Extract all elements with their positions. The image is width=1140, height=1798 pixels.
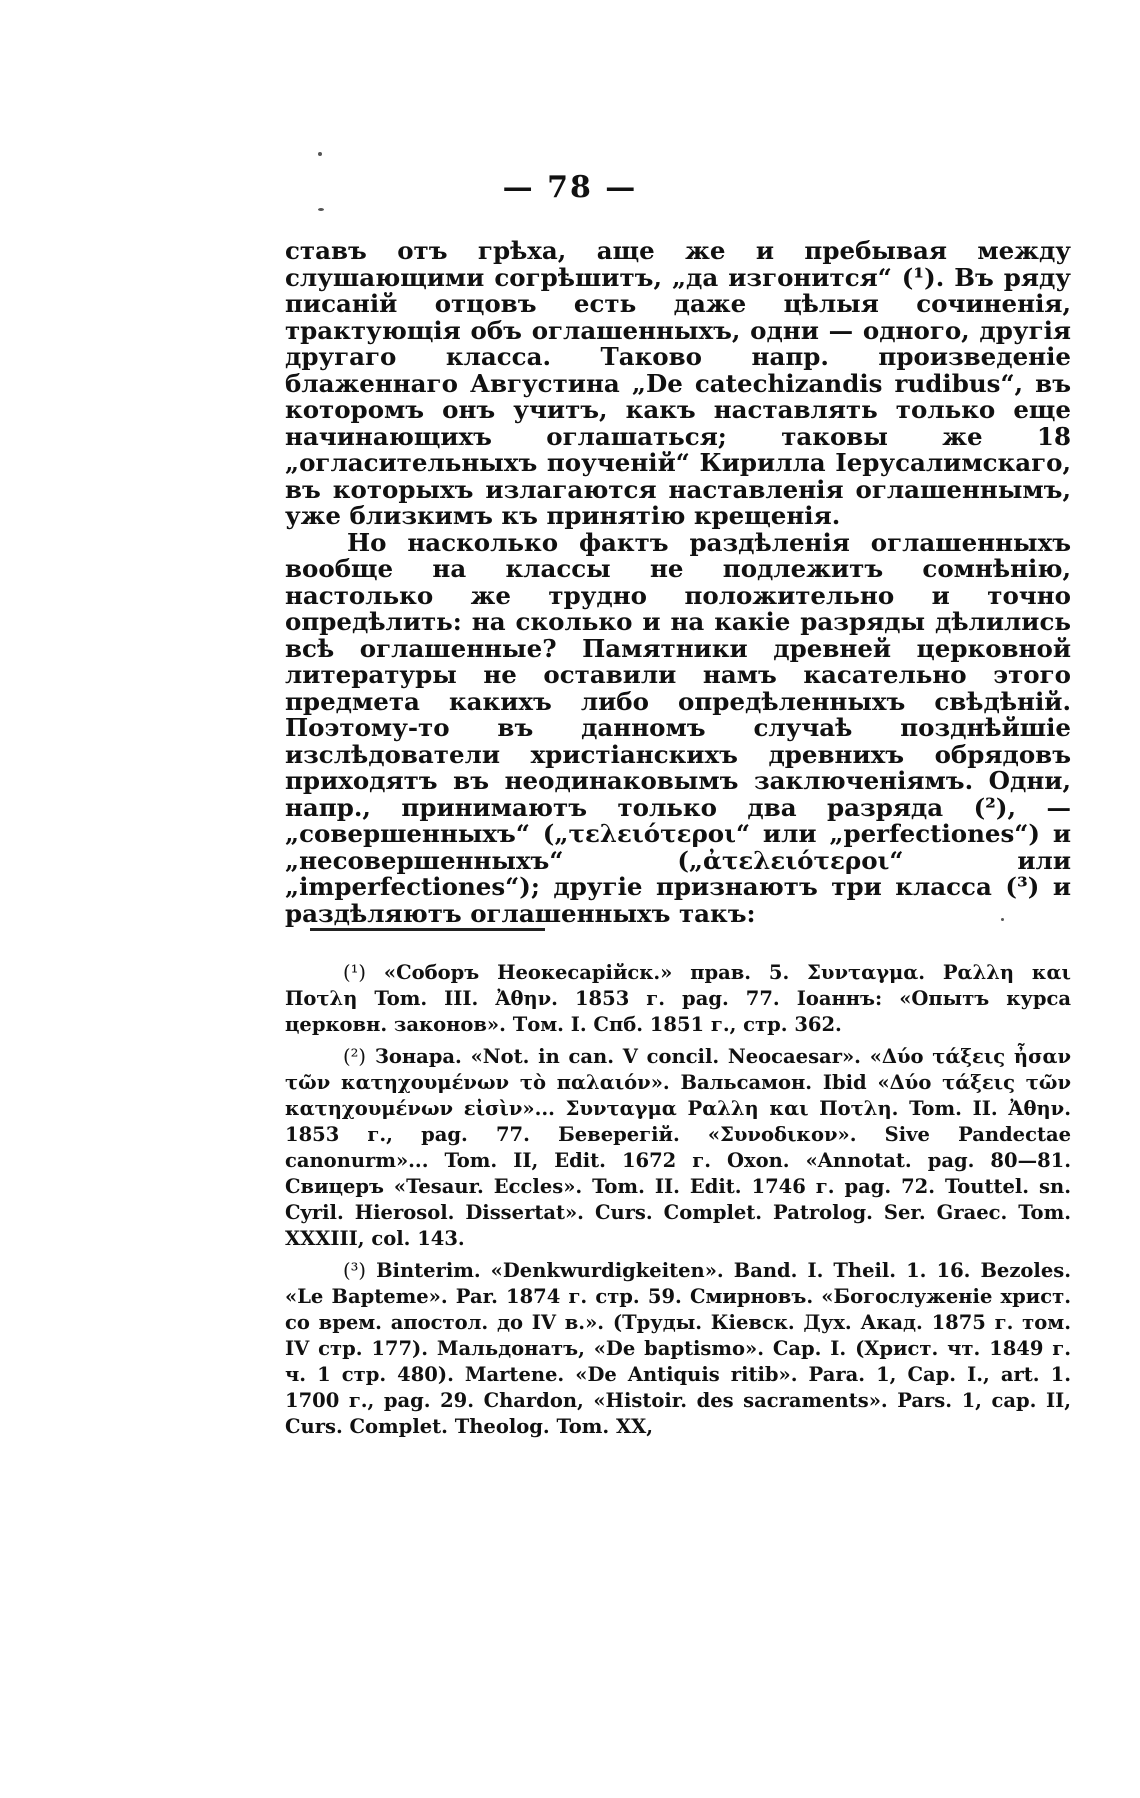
paragraph: ставъ отъ грѣха, аще же и пребывая между слушающими согрѣшитъ, „да изгонится“ (¹). Въ ряду писаній отцовъ есть даже цѣлыя сочиненія, трактующія объ оглашенныхъ, одни — одного, другія другаго класса. Таково напр. произведеніе блаженнаго Августина „De catechizandis rudibus“, въ которомъ онъ учитъ, какъ наставлять только еще начинающихъ оглашаться; таковы же 18 „огласительныхъ поученій“ Кирилла Іерусалимскаго, въ которыхъ излагаются наставленія оглашеннымъ, уже близкимъ къ принятію крещенія. xyxy=(285,236,1071,530)
footnote-text: «Соборъ Неокесарійск.» прав. 5. Συνταγμα. Ραλλη και Ποτλη Tom. III. Ἀθην. 1853 г. pag. 77. Іоаннъ: «Опытъ курса церковн. законов». Том. I. Спб. 1851 г., стр. 362. xyxy=(285,961,1071,1036)
footnote-text: Binterim. «Denkwurdigkeiten». Band. I. Theil. 1. 16. Bezoles. «Le Bapteme». Par. 1874 г. стр. 59. Смирновъ. «Богослуженіе христ. со врем. апостол. до IV в.». (Труды. Кіевск. Дух. Акад. 1875 г. том. IV стр. 177). Мальдонатъ, «De baptismo». Cap. I. (Христ. чт. 1849 г. ч. 1 стр. 480). Martene. «De Antiquis ritib». Para. 1, Cap. I., art. 1. 1700 г., pag. 29. Chardon, «Histoir. des sacraments». Pars. 1, cap. II, Curs. Complet. Theolog. Tom. XX, xyxy=(285,1259,1071,1438)
footnote-marker: (²) xyxy=(343,1045,367,1068)
scan-speck xyxy=(318,152,322,156)
paragraph: Но насколько фактъ раздѣленія оглашенныхъ вообще на классы не подлежитъ сомнѣнію, настолько же трудно положительно и точно опредѣлить: на сколько и на какіе разряды дѣлились всѣ оглашенные? Памятники древней церковной литературы не оставили намъ касательно этого предмета какихъ либо опредѣленныхъ свѣдѣній. Поэтому-то въ данномъ случаѣ позднѣйшіе изслѣдователи христіанскихъ древнихъ обрядовъ приходятъ въ неодинаковымъ заключеніямъ. Одни, напр., принимаютъ только два разряда (²), — „совершенныхъ“ („τελειότεροι“ или „perfectiones“) и „несовершенныхъ“ („ἀτελειότεροι“ или „imperfectiones“); другіе признаютъ три класса (³) и раздѣляютъ оглашенныхъ такъ: xyxy=(285,527,1071,928)
scan-speck xyxy=(318,208,324,211)
footnote-marker: (³) xyxy=(343,1259,367,1282)
footnote-1 xyxy=(285,960,1071,1038)
footnote-2 xyxy=(285,1044,1071,1252)
footnote-separator xyxy=(310,928,545,931)
footnotes xyxy=(285,960,1071,1446)
main-text xyxy=(285,238,1071,927)
footnote-marker: (¹) xyxy=(343,961,367,984)
page-number: — 78 — xyxy=(502,170,638,205)
footnote-text: Зонара. «Not. in can. V concil. Neocaesar». «Δύο τάξεις ἦσαν τῶν κατηχουμένων τὸ παλαιόν». Вальсамон. Ibid «Δύο τάξεις τῶν κατηχουμένων εἰσὶν»... Συνταγμα Ραλλη και Ποτλη. Tom. II. Ἀθην. 1853 г., pag. 77. Беверегій. «Συνοδικον». Sive Pandectae canonurm»... Tom. II, Edit. 1672 г. Oxon. «Annotat. pag. 80—81. Свицеръ «Tesaur. Eccles». Tom. II. Edit. 1746 г. pag. 72. Touttel. sn. Cyril. Hierosol. Dissertat». Curs. Complet. Patrolog. Ser. Graec. Tom. XXXIII, col. 143. xyxy=(285,1045,1071,1250)
footnote-3 xyxy=(285,1258,1071,1440)
